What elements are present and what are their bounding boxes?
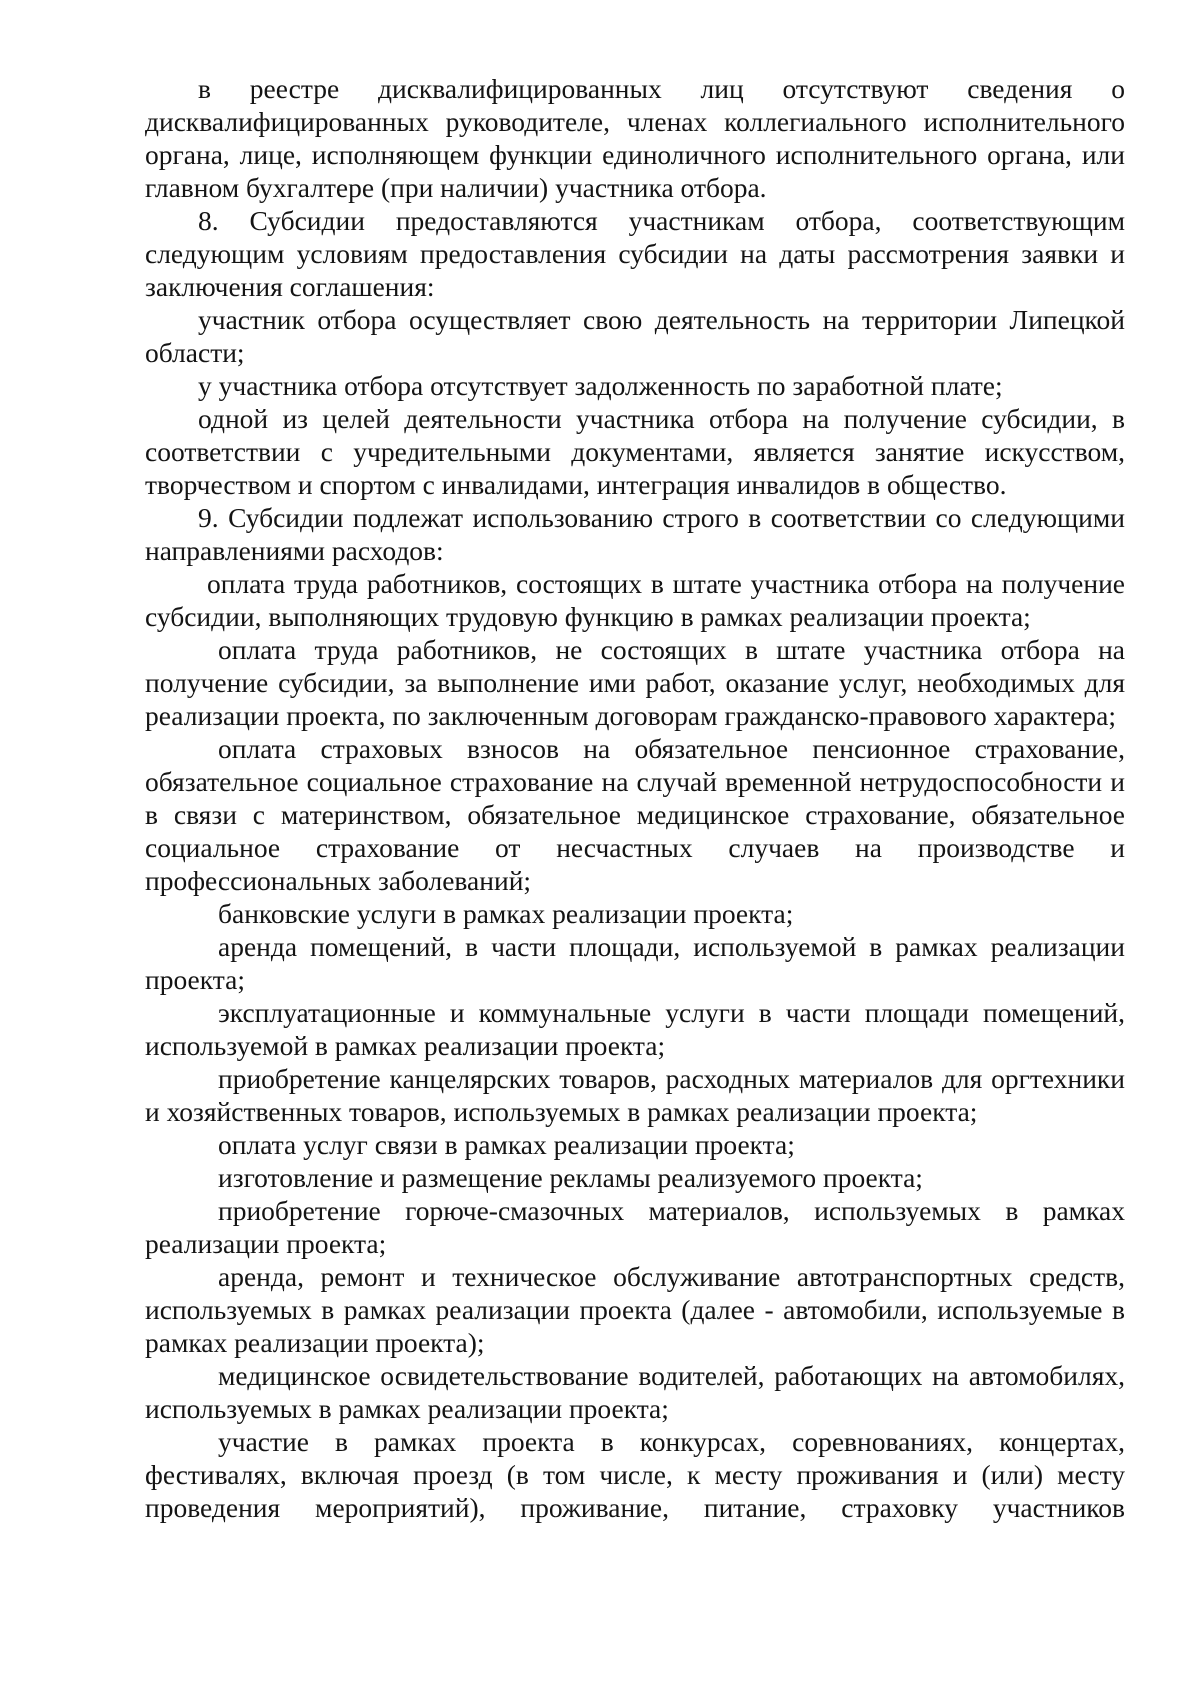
- paragraph-expense-office-supplies: приобретение канцелярских товаров, расходных материалов для оргтехники и хозяйственных товаров, используемых в рамках реализации проекта;: [145, 1063, 1125, 1127]
- paragraph-expense-insurance: оплата страховых взносов на обязательное пенсионное страхование, обязательное социальное страхование на случай временной нетрудоспособности и в связи с материнством, обязательное медицинское страхование, обязательное социальное страхование от несчастных случаев на производстве и профессиональных заболеваний;: [145, 733, 1125, 896]
- document-page: [145, 72, 1125, 1524]
- paragraph-item-9: 9. Субсидии подлежат использованию строго в соответствии со следующими направлениями расходов:: [145, 502, 1125, 566]
- paragraph-condition-no-debt: у участника отбора отсутствует задолженность по заработной плате;: [198, 370, 1003, 401]
- paragraph-expense-fuel: приобретение горюче-смазочных материалов, используемых в рамках реализации проекта;: [145, 1195, 1125, 1259]
- paragraph-expense-contract-wages: оплата труда работников, не состоящих в штате участника отбора на получение субсидии, за выполнение ими работ, оказание услуг, необходимых для реализации проекта, по заключенным договорам гражданско-правового характера;: [145, 634, 1125, 731]
- paragraph-expense-communication: оплата услуг связи в рамках реализации проекта;: [218, 1129, 795, 1160]
- paragraph-item-8: 8. Субсидии предоставляются участникам отбора, соответствующим следующим условиям предоставления субсидии на даты рассмотрения заявки и заключения соглашения:: [145, 205, 1125, 302]
- paragraph-condition-goal: одной из целей деятельности участника отбора на получение субсидии, в соответствии с учредительными документами, является занятие искусством, творчеством и спортом с инвалидами, интеграция инвалидов в общество.: [145, 403, 1125, 500]
- paragraph-expense-vehicles: аренда, ремонт и техническое обслуживание автотранспортных средств, используемых в рамках реализации проекта (далее - автомобили, используемые в рамках реализации проекта);: [145, 1261, 1125, 1358]
- paragraph-expense-advertising: изготовление и размещение рекламы реализуемого проекта;: [218, 1162, 923, 1193]
- paragraph-disqualified-registry: в реестре дисквалифицированных лиц отсутствуют сведения о дисквалифицированных руководителе, членах коллегиального исполнительного органа, лице, исполняющем функции единоличного исполнительного органа, или главном бухгалтере (при наличии) участника отбора.: [145, 73, 1125, 203]
- paragraph-expense-rent: аренда помещений, в части площади, используемой в рамках реализации проекта;: [145, 931, 1125, 995]
- paragraph-condition-territory: участник отбора осуществляет свою деятельность на территории Липецкой области;: [145, 304, 1125, 368]
- paragraph-expense-utilities: эксплуатационные и коммунальные услуги в части площади помещений, используемой в рамках реализации проекта;: [145, 997, 1125, 1061]
- paragraph-expense-events: участие в рамках проекта в конкурсах, соревнованиях, концертах, фестивалях, включая проезд (в том числе, к месту проживания и (или) месту проведения мероприятий), проживание, питание, страховку участников: [145, 1426, 1125, 1523]
- paragraph-expense-medical-exam: медицинское освидетельствование водителей, работающих на автомобилях, используемых в рамках реализации проекта;: [145, 1360, 1125, 1424]
- paragraph-expense-banking: банковские услуги в рамках реализации проекта;: [218, 898, 794, 929]
- paragraph-expense-staff-wages: оплата труда работников, состоящих в штате участника отбора на получение субсидии, выполняющих трудовую функцию в рамках реализации проекта;: [145, 568, 1125, 632]
